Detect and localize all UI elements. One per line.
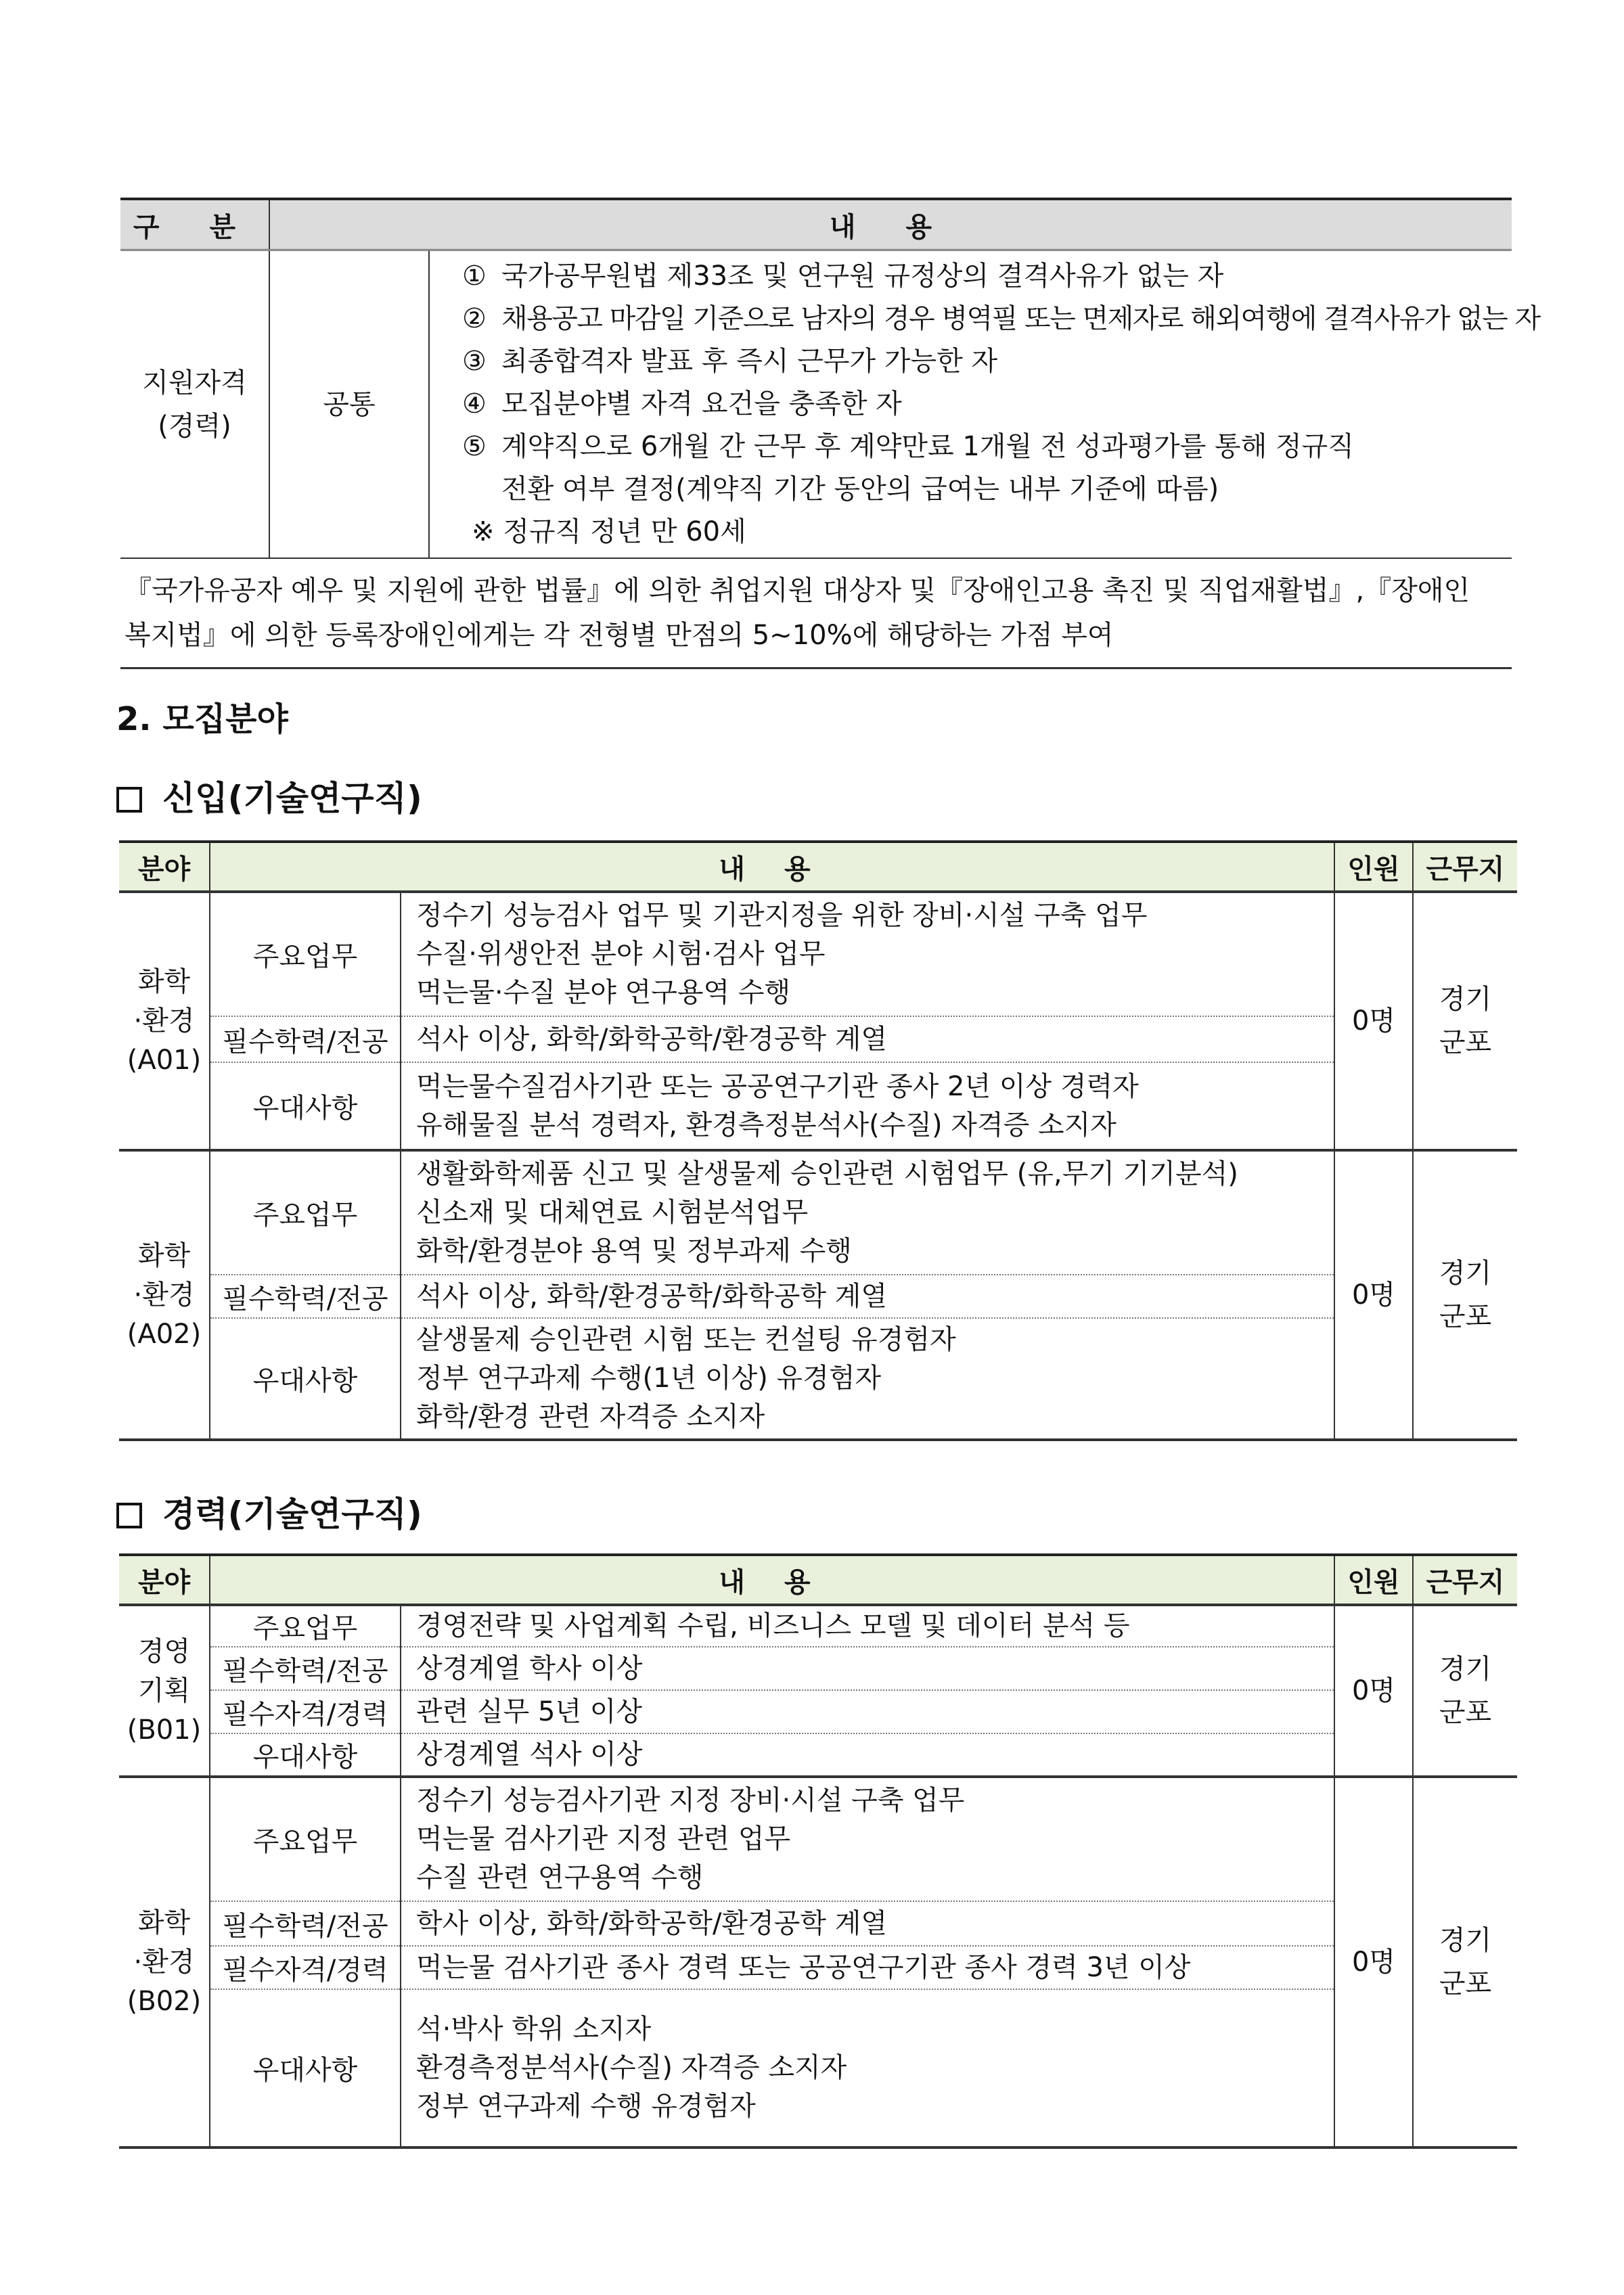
row-content (401, 1901, 1334, 1946)
content-header: 내 용 (210, 842, 1334, 892)
item-text: 모집분야별 자격 요건을 충족한 자 (501, 388, 902, 419)
row-label: 주요업무 (210, 1777, 401, 1901)
row-content (401, 1016, 1334, 1062)
content-line: 수질·위생안전 분야 시험·검사 업무 (416, 938, 826, 970)
retirement-note: ※ 정규직 정년 만 60세 (472, 516, 746, 547)
row-content (401, 1777, 1334, 1901)
place-cell (1413, 1777, 1517, 2148)
list-item (462, 340, 1512, 383)
row-title-line: (경력) (158, 410, 231, 442)
field-line: (B01) (127, 1714, 202, 1746)
row-label: 주요업무 (210, 892, 401, 1016)
table-row (119, 1901, 1517, 1946)
count-cell: 0명 (1334, 892, 1413, 1150)
content-line: 화학/환경분야 용역 및 정부과제 수행 (416, 1235, 852, 1267)
table-row (119, 1989, 1517, 2148)
count-header: 인원 (1334, 842, 1413, 892)
row-content (401, 1989, 1334, 2148)
place-cell (1413, 1605, 1517, 1777)
row-title-line: 지원자격 (142, 367, 247, 399)
item-text: 국가공무원법 제33조 및 연구원 규정상의 결격사유가 없는 자 (501, 260, 1224, 292)
item-number: ⑤ (462, 431, 487, 462)
field-line: ·환경 (133, 1947, 195, 1978)
place-header: 근무지 (1413, 1555, 1517, 1605)
content-line: 살생물제 승인관련 시험 또는 컨설팅 유경험자 (416, 1324, 956, 1355)
content-line: 먹는물·수질 분야 연구용역 수행 (416, 977, 791, 1008)
row-content (401, 892, 1334, 1016)
bonus-line: 복지법』에 의한 등록장애인에게는 각 전형별 만점의 5~10%에 해당하는 가점 부여 (125, 620, 1114, 651)
content-line: 석사 이상, 화학/환경공학/화학공학 계열 (416, 1280, 888, 1312)
place-line: 경기 (1439, 1654, 1492, 1685)
qualification-header-row (120, 199, 1512, 250)
content-line: 정수기 성능검사 업무 및 기관지정을 위한 장비·시설 구축 업무 (416, 900, 1148, 931)
new-header-row (119, 842, 1517, 892)
list-item-continuation: 전환 여부 결정(계약직 기간 동안의 급여는 내부 기준에 따름) (501, 474, 1219, 505)
table-row (119, 1777, 1517, 1901)
qualification-table (120, 198, 1540, 669)
row-content (401, 1062, 1334, 1150)
checkbox-square-icon (116, 787, 142, 813)
row-label: 우대사항 (210, 1989, 401, 2148)
row-label: 주요업무 (210, 1150, 401, 1275)
place-line: 군포 (1439, 1968, 1492, 1999)
table-row (119, 1150, 1517, 1275)
field-header: 분야 (119, 1555, 210, 1605)
item-text: 최종합격자 발표 후 즉시 근무가 가능한 자 (501, 346, 998, 377)
item-number: ② (462, 303, 487, 334)
place-cell (1413, 892, 1517, 1150)
career-section-heading (116, 1487, 422, 1536)
content-line: 정수기 성능검사기관 지정 장비·시설 구축 업무 (416, 1785, 965, 1816)
field-cell (119, 1150, 210, 1440)
content-line: 석·박사 학위 소지자 (416, 2014, 652, 2045)
qualification-items (429, 250, 1540, 559)
content-header: 내 용 (210, 1555, 1334, 1605)
content-line: 환경측정분석사(수질) 자격증 소지자 (416, 2052, 847, 2083)
place-header: 근무지 (1413, 842, 1517, 892)
category-header: 구 분 (120, 199, 269, 250)
field-line: 기획 (137, 1675, 191, 1706)
content-line: 상경계열 석사 이상 (416, 1739, 643, 1770)
place-line: 경기 (1439, 1258, 1492, 1289)
row-label: 필수학력/전공 (210, 1275, 401, 1318)
table-row (119, 1016, 1517, 1062)
row-label: 우대사항 (210, 1318, 401, 1440)
table-row (119, 1733, 1517, 1777)
row-content (401, 1605, 1334, 1647)
row-content (401, 1275, 1334, 1318)
count-header: 인원 (1334, 1555, 1413, 1605)
item-text: 채용공고 마감일 기준으로 남자의 경우 병역필 또는 면제자로 해외여행에 결격사유가 없는 자 (501, 303, 1540, 334)
content-header: 내 용 (269, 199, 1512, 250)
row-content (401, 1733, 1334, 1777)
field-line: 경영 (137, 1636, 191, 1667)
content-line: 경영전략 및 사업계획 수립, 비즈니스 모델 및 데이터 분석 등 (416, 1610, 1130, 1641)
field-line: (B02) (127, 1986, 202, 2017)
item-number: ③ (462, 346, 487, 377)
content-line: 먹는물 검사기관 지정 관련 업무 (416, 1823, 791, 1855)
row-label: 우대사항 (210, 1062, 401, 1150)
qualification-sub-title: 공통 (269, 250, 429, 559)
table-row (119, 892, 1517, 1016)
table-row (119, 1647, 1517, 1690)
row-content (401, 1946, 1334, 1989)
count-cell: 0명 (1334, 1605, 1413, 1777)
content-line: 학사 이상, 화학/화학공학/환경공학 계열 (416, 1907, 888, 1939)
row-label: 필수학력/전공 (210, 1016, 401, 1062)
row-label: 필수학력/전공 (210, 1647, 401, 1690)
checkbox-square-icon (116, 1503, 142, 1528)
place-line: 군포 (1439, 1301, 1492, 1332)
field-line: 화학 (137, 1240, 191, 1271)
content-line: 석사 이상, 화학/화학공학/환경공학 계열 (416, 1023, 888, 1055)
section-title: 2. 모집분야 (116, 700, 288, 738)
place-line: 군포 (1439, 1027, 1492, 1058)
content-line: 생활화학제품 신고 및 살생물제 승인관련 시험업무 (유,무기 기기분석) (416, 1158, 1238, 1189)
item-number: ① (462, 260, 487, 292)
row-label: 우대사항 (210, 1733, 401, 1777)
field-line: 화학 (137, 966, 191, 997)
row-content (401, 1150, 1334, 1275)
content-line: 수질 관련 연구용역 수행 (416, 1862, 704, 1893)
new-recruitment-table (119, 840, 1517, 1441)
field-cell (119, 892, 210, 1150)
row-label: 필수학력/전공 (210, 1901, 401, 1946)
place-line: 경기 (1439, 984, 1492, 1015)
row-content (401, 1647, 1334, 1690)
new-section-title: 신입(기술연구직) (162, 779, 422, 818)
bonus-line: 『국가유공자 예우 및 지원에 관한 법률』에 의한 취업지원 대상자 및『장애인고용 촉진 및 직업재활법』,『장애인 (125, 575, 1470, 606)
table-row (119, 1318, 1517, 1440)
count-cell: 0명 (1334, 1777, 1413, 2148)
content-line: 정부 연구과제 수행 유경험자 (416, 2091, 756, 2122)
field-cell (119, 1605, 210, 1777)
table-row (119, 1690, 1517, 1733)
field-line: 화학 (137, 1907, 191, 1938)
field-line: (A01) (127, 1045, 202, 1076)
content-line: 먹는물 검사기관 종사 경력 또는 공공연구기관 종사 경력 3년 이상 (416, 1951, 1191, 1983)
table-row (119, 1275, 1517, 1318)
item-number: ④ (462, 388, 487, 419)
field-header: 분야 (119, 842, 210, 892)
field-line: ·환경 (133, 1005, 195, 1037)
table-row (119, 1946, 1517, 1989)
qualification-row (120, 250, 1512, 559)
content-line: 상경계열 학사 이상 (416, 1652, 643, 1684)
item-text: 계약직으로 6개월 간 근무 후 계약만료 1개월 전 성과평가를 통해 정규직 (501, 431, 1354, 462)
content-line: 관련 실무 5년 이상 (416, 1696, 643, 1727)
qualification-row-title (120, 250, 269, 559)
bonus-text (120, 558, 1512, 668)
row-content (401, 1690, 1334, 1733)
field-cell (119, 1777, 210, 2148)
table-row (119, 1605, 1517, 1647)
place-line: 군포 (1439, 1697, 1492, 1728)
table-row (119, 1062, 1517, 1150)
list-item (462, 298, 1540, 340)
list-item (462, 255, 1512, 298)
row-label: 주요업무 (210, 1605, 401, 1647)
list-item (462, 383, 1512, 426)
career-recruitment-table (119, 1553, 1517, 2149)
new-section-heading (116, 771, 422, 820)
field-line: ·환경 (133, 1279, 195, 1311)
place-line: 경기 (1439, 1925, 1492, 1956)
field-line: (A02) (127, 1319, 202, 1350)
bonus-row (120, 558, 1512, 668)
count-cell: 0명 (1334, 1150, 1413, 1440)
content-line: 유해물질 분석 경력자, 환경측정분석사(수질) 자격증 소지자 (416, 1109, 1116, 1141)
row-content (401, 1318, 1334, 1440)
career-section-title: 경력(기술연구직) (162, 1495, 422, 1534)
career-header-row (119, 1555, 1517, 1605)
content-line: 신소재 및 대체연료 시험분석업무 (416, 1197, 809, 1228)
content-line: 정부 연구과제 수행(1년 이상) 유경험자 (416, 1363, 882, 1394)
row-label: 필수자격/경력 (210, 1690, 401, 1733)
content-line: 먹는물수질검사기관 또는 공공연구기관 종사 2년 이상 경력자 (416, 1070, 1139, 1102)
content-line: 화학/환경 관련 자격증 소지자 (416, 1401, 765, 1432)
place-cell (1413, 1150, 1517, 1440)
list-item (462, 426, 1512, 468)
row-label: 필수자격/경력 (210, 1946, 401, 1989)
